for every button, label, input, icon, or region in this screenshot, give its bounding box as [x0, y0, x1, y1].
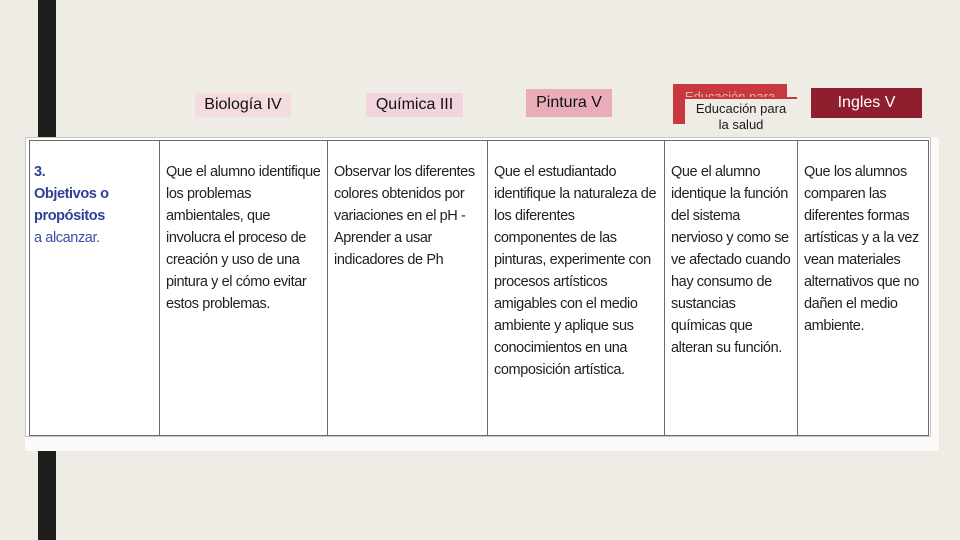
header-light-line: a alcanzar.	[34, 230, 100, 246]
subject-label-quimica: Química III	[366, 93, 463, 117]
header-bold-line-1: Objetivos o	[34, 186, 109, 202]
table-cell-ingles: Que los alumnos comparen las diferentes formas artísticas y a la vez vean materiales alternativos que no dañen el medio ambiente.	[798, 141, 929, 436]
header-bold-line-2: propósitos	[34, 208, 105, 224]
table-cell-biologia: Que el alumno identifique los problemas ambientales, que involucra el proceso de creación y uso de una pintura y el cómo evitar estos problemas.	[160, 141, 328, 436]
objectives-table	[29, 140, 929, 436]
table-cell-pintura: Que el estudiantado identifique la naturaleza de los diferentes componentes de las pinturas, experimente con procesos artísticos amigables con el medio ambiente y aplique sus conocimientos en una composición artística.	[488, 141, 665, 436]
table-shadow-bottom	[25, 437, 939, 451]
table-cell-educacion: Que el alumno identique la función del sistema nervioso y como se ve afectado cuando hay consumo de sustancias químicas que alteran su función.	[665, 141, 798, 436]
subject-label-ingles: Ingles V	[811, 88, 922, 118]
table-cell-quimica: Observar los diferentes colores obtenidos por variaciones en el pH -Aprender a usar indicadores de Ph	[328, 141, 488, 436]
subject-label-educacion-salud: Educación para la salud	[685, 97, 797, 137]
section-number: 3.	[34, 164, 46, 180]
row-header-cell	[30, 141, 160, 436]
objectives-table-image	[25, 137, 931, 437]
subject-label-biologia: Biología IV	[195, 93, 291, 117]
subject-label-pintura: Pintura V	[526, 89, 612, 117]
table-shadow-right	[931, 137, 939, 437]
table-row	[30, 141, 929, 436]
